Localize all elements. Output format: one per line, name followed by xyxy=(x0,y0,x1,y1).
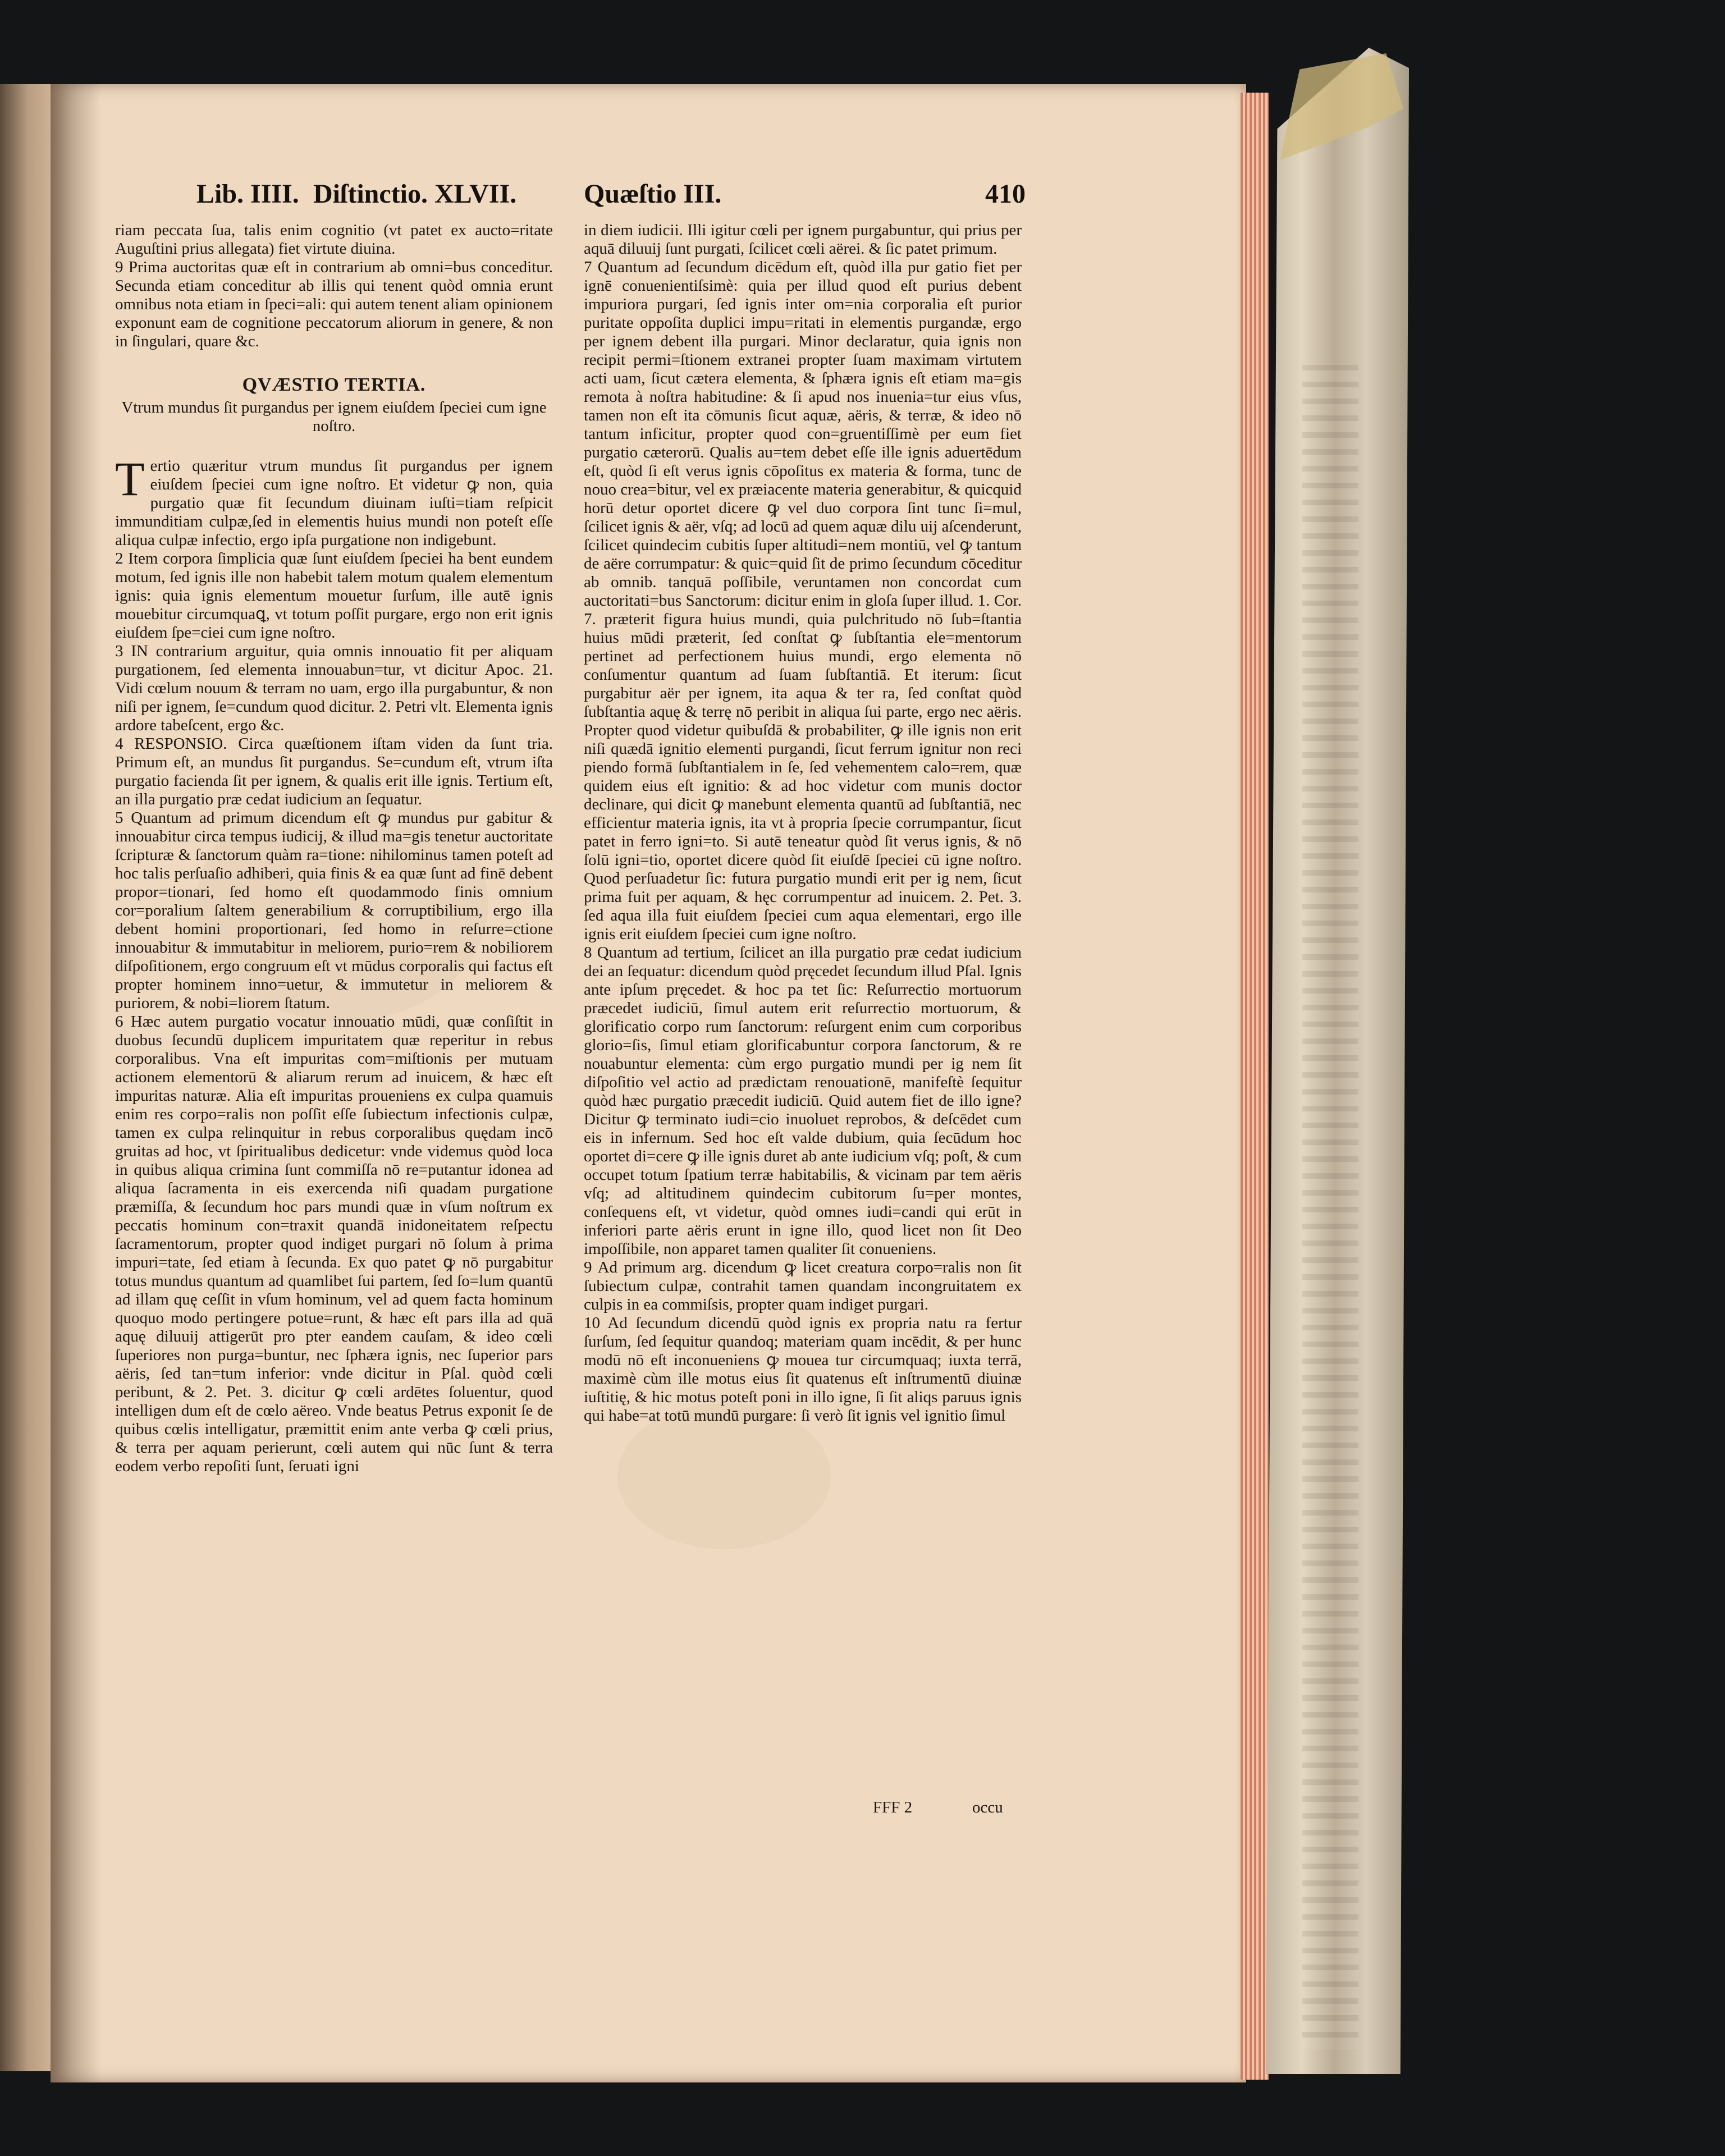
gutter-shadow xyxy=(51,84,101,2082)
paragraph-10: 10 Ad ſecundum dicendū quòd ignis ex propria natu ra fertur ſurſum, ſed ſequitur quandoq; materiam quam incēdit, & per hunc modū nō eſt inconueniens ꝙ moueа tur circumquaq; iuxta terrā, maximè cùm ille motus eius ſit quatenus eſt inſtrumentū diuinæ iuſtitię, & hic motus poteſt poni in illo igne, ſi ſit aliqs paruus ignis qui habe=at totū mundū purgare: ſi verò ſit ignis vel ignitio ſimul xyxy=(584,1314,1022,1425)
question-number: Quæſtio III. xyxy=(584,179,722,209)
paper-stain xyxy=(617,1403,831,1549)
paragraph-3: 3 IN contrarium arguitur, quia omnis innouatio fit per aliquam purgationem, ſed elementa innouabun=tur, vt dicitur Apoc. 21. Vidi cœlum nouum & terram no uam, ergo illa purgabuntur, & non niſi per ignem, ſe=cundum quod dicitur. 2. Petri vlt. Elementa ignis ardore tabeſcent, ergo &c. xyxy=(115,642,553,734)
opening-text: ertio quæritur vtrum mundus ſit purgandus per ignem eiuſdem ſpeciei cum igne noſtro. Et videtur ꝙ non, quia purgatio quæ fit ſecundum diuinam iuſti=tiam reſpicit immunditiam culpæ,ſed in elementis huius mundi non poteſt eſſe aliqua culpæ infectio, ergo ipſa purgatione non indigebunt. xyxy=(115,457,553,549)
catchword: occu xyxy=(972,1798,1003,1816)
drop-cap: T xyxy=(115,452,145,506)
running-header xyxy=(196,178,1044,218)
paragraph-2: 2 Item corpora ſimplicia quæ ſunt eiuſdem ſpeciei ha bent eundem motum, ſed ignis ille non habebit talem motum qualem elementum ignis: quia ignis elementum mouetur ſurſum, ille autē ignis mouebitur circumquaꝗ, vt totum poſſit purgare, ergo non erit ignis eiuſdem ſpe=ciei cum igne noſtro. xyxy=(115,550,553,642)
question-title: QVÆSTIO TERTIA. xyxy=(242,374,426,395)
paragraph-7: 7 Quantum ad ſecundum dicēdum eſt, quòd illa pur gatio fiet per ignē conuenientiſsimè: quia per illud quod eſt purius debent impuriora purgari, ſed ignis inter om=nia corporalia eſt purior puritate oppoſita duplici impu=ritati in elementis purgandæ, ergo per ignem debent illa purgari. Minor declaratur, quia ignis non recipit permi=ſtionem extranei propter ſuam maximam virtutem acti uam, ſicut cætera elementa, & ſphæra ignis eſt etiam ma=gis remota à noſtra habitudine: & ſi apud nos inuenia=tur eius vſus, tamen non eſt ita cōmunis ſicut aquæ, aëris, & terræ, & ideo nō tantum inficitur, propter quod con=gruentiſſimè per eum fiet purgatio cæterorū. Qualis au=tem debet eſſe ille ignis aduertēdum eſt, quòd ſi eſt verus ignis cōpoſitus ex materia & forma, tunc de nouo crea=bitur, vel ex præiacente materia generabitur, & quicquid horū detur oportet dicere ꝙ vel duo corpora ſint tunc ſi=mul, ſcilicet ignis & aër, vſq; ad locū ad quem aquæ dilu uij aſcenderunt, ſcilicet quindecim cubitis ſuper altitudi=nem montiū, vel ꝙ tantum de aëre corrumpatur: & quic=quid ſit de primo ſecundum cōceditur ab omnib. tanquā poſſibile, veruntamen non concordat cum auctoritati=bus Sanctorum: dicitur enim in gloſa ſuper illud. 1. Cor. 7. præterit figura huius mundi, quia pulchritudo nō ſub=ſtantia huius mūdi præterit, ſed conſtat ꝙ ſubſtantia ele=mentorum pertinet ad perfectionem huius mundi, ergo elementa nō conſumentur quantum ad ſuam ſubſtantiā. Et iterum: ſicut purgabitur aër per ignem, ita aqua & ter ra, ſed conſtat quòd ſubſtantia aquę & terrę nō peribit in aliqua ſui parte, ergo nec aëris. Propter quod videtur quibuſdā & probabiliter, ꝙ ille ignis non erit niſi quædā ignitio elementi purgandi, ſicut ferrum ignitur non reci piendo formā ſubſtantialem in ſe, ſed vehementem calo=rem, quæ quidem eius eſt ignitio: & ad hoc videtur com munis doctor declinare, qui dicit ꝙ manebunt elementa quantū ad ſubſtantiā, nec efficientur materia ignis, ita vt à propria ſpecie corrumpantur, ſicut patet in ferro igni=to. Si autē teneatur quòd ſit verus ignis, & nō ſolū igni=tio, oportet dicere quòd ſit eiuſdē ſpeciei cū igne noſtro. Quod perſuadetur ſic: futura purgatio mundi erit per ig nem, ſicut prima fuit per aquam, & hęc corrumpentur ad inuicem. 2. Pet. 3. ſed aqua illa fuit eiuſdem ſpeciei cum aqua elementari, ergo ille ignis erit eiuſdem ſpeciei cum igne noſtro. xyxy=(584,258,1022,943)
right-text-column xyxy=(584,221,1022,1425)
left-text-column xyxy=(115,221,553,1476)
paragraph-5: 5 Quantum ad primum dicendum eſt ꝙ mundus pur gabitur & innouabitur circa tempus iudicij, & illud ma=gis tenetur auctoritate ſcripturæ & ſanctorum quàm ra=tione: nihilominus tamen poteſt ad hoc talis perſuaſio adhiberi, quia finis & ea quæ ſunt ad finē debent propor=tionari, ſed homo eſt quodammodo finis omnium cor=poralium ſaltem generabilium & corruptibilium, ergo illa debent homini proportionari, ſed homo in reſurre=ctione innouabitur & immutabitur in meliorem, purio=rem & nobiliorem diſpoſitionem, ergo congruum eſt vt mūdus corporalis qui factus eſt propter hominem inno=uetur, & immutetur in meliorem & puriorem, & nobi=liorem ſtatum. xyxy=(115,809,553,1012)
folio-number: 410 xyxy=(985,179,1026,209)
cover-texture xyxy=(1302,365,1358,2049)
paragraph-4: 4 RESPONSIO. Circa quæſtionem iſtam viden da ſunt tria. Primum eſt, an mundus ſit purgandus. Se=cundum eſt, vtrum iſta purgatio facienda ſit per ignem, & qualis erit ille ignis. Tertium eſt, an illa purgatio præ cedat iudicium an ſequatur. xyxy=(115,735,553,808)
left-lead-paragraph: riam peccata ſua, talis enim cognitio (vt patet ex aucto=ritate Auguſtini prius allegata) fiet virtute diuina. xyxy=(115,221,553,258)
opening-paragraph xyxy=(115,452,553,550)
paragraph-9: 9 Prima auctoritas quæ eſt in contrarium ab omni=bus conceditur. Secunda etiam conceditur ab illis qui tenent quòd omnia erunt omnibus nota etiam in ſpeci=ali: qui autem tenent aliam opinionem exponunt eam de cognitione peccatorum aliorum in genere, & non in ſingulari, quare &c. xyxy=(115,258,553,350)
red-page-edges xyxy=(1241,93,1269,2080)
paragraph-8: 8 Quantum ad tertium, ſcilicet an illa purgatio præ cedat iudicium dei an ſequatur: dicendum quòd pręcedet ſecundum illud Pſal. Ignis ante ipſum pręcedet. & hoc pa tet ſic: Reſurrectio mortuorum præcedet iudiciū, ſimul autem erit reſurrectio mortuorum, & glorificatio corpo rum ſanctorum: reſurgent enim cum corporibus glorio=ſis, ſimul etiam glorificabuntur corpora ſanctorum, & re nouabuntur elementa: cùm ergo purgatio mundi per ig nem ſit diſpoſitio vel actio ad prædictam renouationē, manifeſtè ſequitur quòd hæc purgatio præcedit iudiciū. Quid autem fiet de illo igne? Dicitur ꝙ terminato iudi=cio inuoluet reprobos, & deſcēdet cum eis in infernum. Sed hoc eſt valde dubium, quia ſecūdum hoc oportet di=cere ꝙ ille ignis duret ab ante iudicium vſq; poſt, & cum occupet totum ſpatium terræ habitabilis, & vicinam par tem aëris vſq; ad altitudinem quindecim cubitorum ſu=per montes, conſequens eſt, vt videtur, quòd omnes iudi=candi qui erūt in inferiori parte aëris erunt in igne illo, quod licet non ſit Deo impoſſibile, non apparet tamen qualiter ſit conueniens. xyxy=(584,944,1022,1258)
book-number: Lib. IIII. xyxy=(196,179,299,209)
paragraph-9-right: 9 Ad primum arg. dicendum ꝙ licet creatura corpo=ralis non ſit ſubiectum culpæ, contrahit tamen quandam incongruitatem ex culpis in ea commiſsis, propter quam indiget purgari. xyxy=(584,1258,1022,1313)
right-lead-paragraph: in diem iudicii. Illi igitur cœli per ignem purgabuntur, qui prius per aquā diluuij ſunt purgati, ſcilicet cœli aërei. & ſic patet primum. xyxy=(584,221,1022,258)
signature-mark: FFF 2 xyxy=(873,1798,913,1816)
distinction-title: Diſtinctio. XLVII. xyxy=(313,179,517,209)
paragraph-6: 6 Hæc autem purgatio vocatur innouatio mūdi, quæ conſiſtit in duobus ſecundū duplicem impuritatem quæ reperitur in rebus corporalibus. Vna eſt impuritas com=miſtionis per mutuam actionem elementorū & aliarum rerum ad inuicem, & hæc eſt impuritas naturæ. Alia eſt impuritas proueniens ex culpa quamuis enim res corpo=ralis non poſſit eſſe ſubiectum infectionis culpæ, tamen ex culpa relinquitur in rebus corporalibus quędam incō gruitas ad hoc, vt ſpiritualibus dedicetur: vnde videmus quòd loca in quibus aliqua crimina ſunt commiſſa nō re=putantur idonea ad aliqua ſacramenta in eis exercenda niſi quadam purgatione præmiſſa, & ſecundum hoc pars mundi quæ in vſum noſtrum ex peccatis hominum con=traxit quandā inidoneitatem reſpectu ſacramentorum, propter quod indiget purgari nō ſolum à prima impuri=tate, ſed etiam à ſecunda. Ex quo patet ꝙ nō purgabitur totus mundus quantum ad quamlibet ſui partem, ſed ſo=lum quantū ad illam quę ceſſit in vſum hominum, vel ad quem facta hominum quoquo modo pertingere potue=runt, & hæc eſt pars illa ad quā aquę diluuij attigerūt pro pter eandem cauſam, & ideo cœli ſuperiores non purga=buntur, nec ſphæra ignis, nec ſuperior pars aëris, ſed tan=tum inferior: vnde dicitur in Pſal. quòd cœli peribunt, & 2. Pet. 3. dicitur ꝙ cœli ardētes ſoluentur, quod intelligen dum eſt de cœlo aëreo. Vnde beatus Petrus exponit ſe de quibus cœlis intelligatur, præmittit enim ante verba ꝙ cœli prius, & terra per aquam perierunt, cœli autem qui nūc ſunt & terra eodem verbo repoſiti ſunt, ſeruati igni xyxy=(115,1013,553,1475)
question-subtitle: Vtrum mundus ſit purgandus per ignem eiuſdem ſpeciei cum igne noſtro. xyxy=(121,399,547,435)
